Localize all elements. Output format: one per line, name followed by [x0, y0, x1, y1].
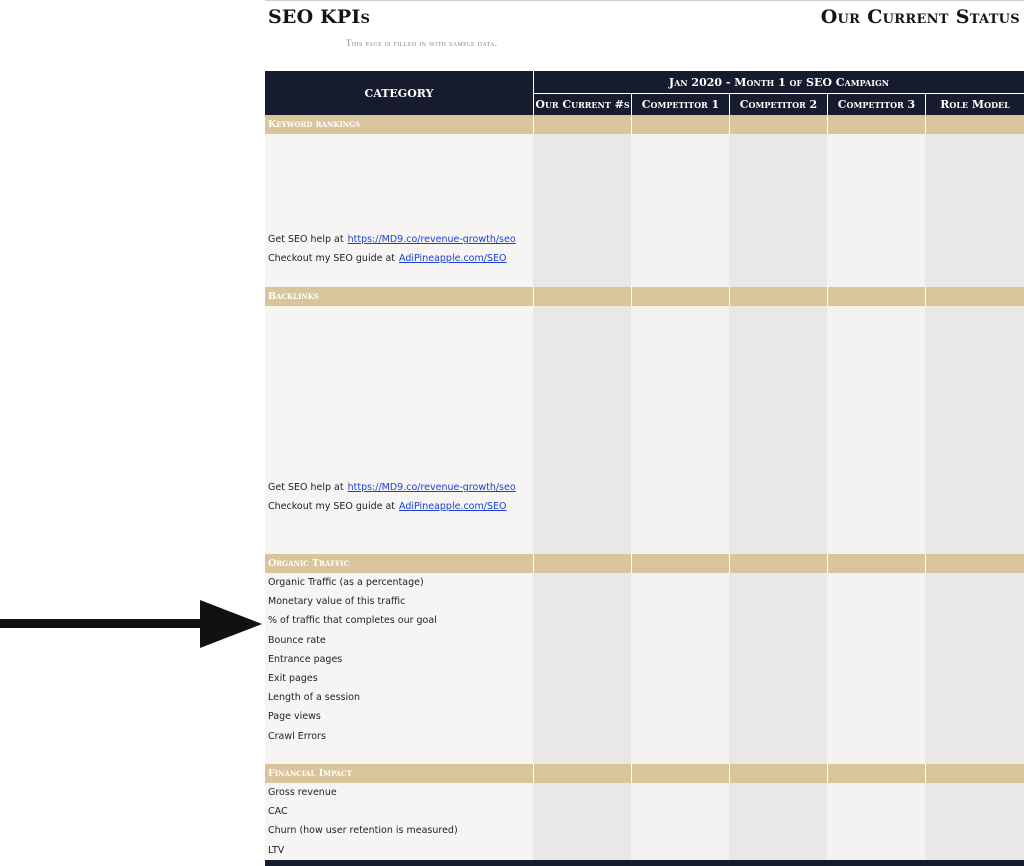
column-header-role-model: Role Model [925, 93, 1024, 115]
table-cell[interactable] [827, 783, 925, 860]
table-cell[interactable] [729, 306, 827, 554]
list-item [265, 478, 533, 497]
column-header-competitor-1: Competitor 1 [631, 93, 729, 115]
list-item: Monetary value of this traffic [268, 596, 406, 608]
list-item: CAC [268, 806, 288, 818]
help-text: Get SEO help at [268, 482, 344, 494]
section-label: Organic Traffic [268, 558, 350, 569]
arrow-right-icon [0, 598, 262, 650]
table-cell[interactable] [925, 134, 1024, 287]
section-body-organic-traffic [265, 573, 1024, 764]
table-header [265, 71, 1024, 115]
table-cell[interactable] [533, 783, 631, 860]
table-cell[interactable] [729, 573, 827, 764]
category-header: CATEGORY [364, 86, 434, 100]
list-item: Gross revenue [268, 787, 337, 799]
list-item: Bounce rate [268, 634, 326, 646]
table-cell[interactable] [827, 306, 925, 554]
table-cell[interactable] [729, 783, 827, 860]
sample-data-note: This page is filled in with sample data. [346, 38, 498, 48]
section-label: Keyword rankings [268, 119, 361, 130]
list-item [265, 497, 533, 516]
column-header-competitor-2: Competitor 2 [729, 93, 827, 115]
table-cell[interactable] [631, 573, 729, 764]
list-item: Churn (how user retention is measured) [268, 825, 458, 837]
section-label: Financial Impact [268, 768, 352, 779]
list-item: % of traffic that completes our goal [268, 615, 437, 627]
help-link[interactable]: https://MD9.co/revenue-growth/seo [347, 234, 516, 246]
section-row-financial-impact [265, 764, 1024, 783]
help-link[interactable]: https://MD9.co/revenue-growth/seo [347, 482, 516, 494]
table-cell[interactable] [533, 134, 631, 287]
list-item [265, 249, 533, 268]
list-item [265, 230, 533, 249]
table-cell[interactable] [925, 783, 1024, 860]
list-item: Length of a session [268, 692, 360, 704]
help-text: Get SEO help at [268, 234, 344, 246]
section-body-backlinks [265, 306, 1024, 554]
table-cell[interactable] [631, 783, 729, 860]
table-cell[interactable] [729, 134, 827, 287]
table-cell[interactable] [925, 573, 1024, 764]
table-footer-bar [265, 860, 1024, 866]
table-cell[interactable] [827, 134, 925, 287]
page-title: SEO KPIs [268, 6, 371, 28]
list-item: Page views [268, 711, 321, 723]
table-cell[interactable] [631, 134, 729, 287]
table-cell[interactable] [533, 306, 631, 554]
section-body-financial-impact [265, 783, 1024, 860]
section-row-backlinks [265, 287, 1024, 306]
guide-link[interactable]: AdiPineapple.com/SEO [399, 253, 507, 265]
table-cell[interactable] [631, 306, 729, 554]
section-body-keyword-rankings [265, 134, 1024, 287]
list-item: LTV [268, 844, 285, 856]
status-heading: Our Current Status [820, 6, 1020, 28]
top-divider [265, 0, 1024, 1]
campaign-header: Jan 2020 - Month 1 of SEO Campaign [533, 71, 1024, 93]
section-row-organic-traffic [265, 554, 1024, 573]
guide-text: Checkout my SEO guide at [268, 253, 396, 265]
table-cell[interactable] [533, 573, 631, 764]
kpi-table [265, 71, 1024, 866]
guide-link[interactable]: AdiPineapple.com/SEO [399, 501, 507, 513]
list-item: Exit pages [268, 673, 318, 685]
table-cell[interactable] [925, 306, 1024, 554]
section-label: Backlinks [268, 291, 319, 302]
list-item: Organic Traffic (as a percentage) [268, 577, 424, 589]
guide-text: Checkout my SEO guide at [268, 501, 396, 513]
section-row-keyword-rankings [265, 115, 1024, 134]
table-cell[interactable] [827, 573, 925, 764]
list-item: Crawl Errors [268, 730, 326, 742]
list-item: Entrance pages [268, 653, 343, 665]
column-header-our-current: Our Current #s [533, 93, 631, 115]
column-header-competitor-3: Competitor 3 [827, 93, 925, 115]
